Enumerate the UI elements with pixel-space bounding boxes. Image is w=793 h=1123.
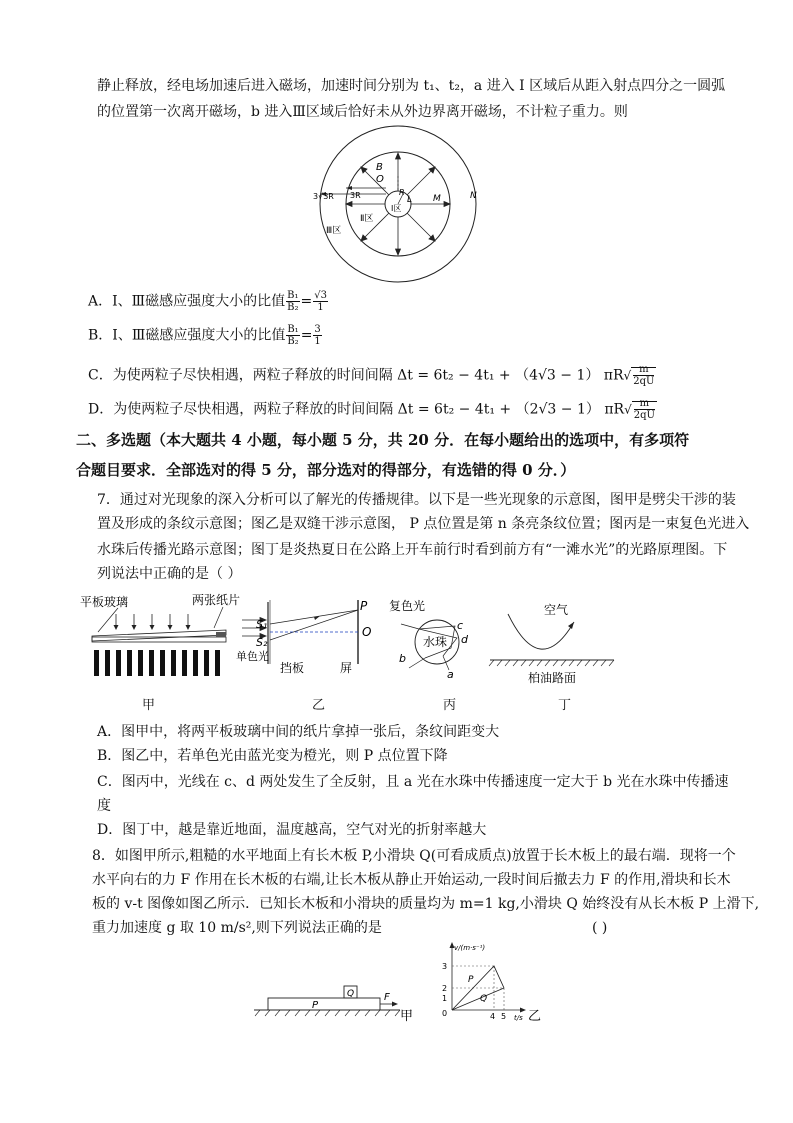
- yi-label-baffle: 挡板: [280, 661, 305, 675]
- q8-force-label: F: [384, 992, 390, 1003]
- bing-label-c: c: [457, 619, 464, 632]
- section-2-heading-line-1: 二、多选题（本大题共 4 小题，每小题 5 分，共 20 分．在每小题给出的选项中，有多项符: [76, 431, 690, 449]
- q6-label-o: O: [376, 174, 384, 185]
- q6-stem-line-2: 的位置第一次离开磁场，b 进入Ⅲ区域后恰好未从外边界离开磁场，不计粒子重力。则: [97, 104, 628, 120]
- q7-option-d: D．图丁中，越是靠近地面，温度越高，空气对光的折射率越大: [97, 822, 487, 838]
- equals: =: [300, 327, 313, 344]
- yi-label-s1: S₁: [256, 618, 268, 631]
- q6-option-b-ratio: [286, 324, 299, 347]
- q6-option-a-ratio: [286, 290, 299, 313]
- q7-stem-line-4: 列说法中正确的是（ ）: [97, 566, 242, 582]
- q6-label-n: N: [470, 191, 477, 201]
- q8-figure-vt-graph: [428, 940, 548, 1024]
- q7-option-b: B．图乙中，若单色光由蓝光变为橙光，则 P 点位置下降: [97, 748, 448, 764]
- q7-caption-jia: 甲: [142, 698, 156, 713]
- vt-curve-q: Q: [480, 994, 488, 1004]
- q8-caption-jia: 甲: [400, 1009, 414, 1024]
- ding-label-air: 空气: [544, 603, 569, 617]
- vt-tick-0: 0: [442, 1009, 448, 1018]
- q8-stem-line-4: 重力加速度 g 取 10 m/s²,则下列说法正确的是: [92, 920, 382, 936]
- q7-caption-ding: 丁: [558, 698, 572, 713]
- yi-label-s2: S₂: [256, 636, 268, 649]
- bing-label-b: b: [399, 652, 406, 665]
- q6-option-c: C．为使两粒子尽快相遇，两粒子释放的时间间隔 Δt = 6t₂ − 4t₁ + （4√3 − 1） πR√ $\frac{m}{2qU}$: [88, 364, 655, 387]
- q8-stem-line-2: 水平向右的力 F 作用在长木板的右端,让长木板从静止开始运动,一段时间后撤去力 F 的作用,滑块和长木: [92, 872, 731, 888]
- q6-label-b: B: [376, 162, 383, 173]
- ratio-den: B₂: [287, 336, 299, 347]
- ding-label-road: 柏油路面: [528, 671, 577, 685]
- sqrt-num: m: [633, 364, 654, 376]
- q7-stem-line-2: 置及形成的条纹示意图；图乙是双缝干涉示意图， P 点位置是第 n 条亮条纹位置；图丙是一束复色光进入: [97, 516, 750, 532]
- value-num: 3: [314, 324, 321, 335]
- q7-figure-ding: [488, 600, 618, 686]
- q7-stem-line-1: 7．通过对光现象的深入分析可以了解光的传播规律。以下是一些光现象的示意图，图甲是劈尖干涉的装: [97, 492, 736, 508]
- q6-option-d-sqrt: [634, 398, 655, 421]
- bing-label-a: a: [447, 668, 454, 681]
- q6-zone-2: Ⅱ区: [360, 214, 374, 224]
- q6-option-b: [88, 324, 323, 347]
- vt-xlabel: t/s: [514, 1014, 523, 1022]
- q7-stem-line-3: 水珠后传播光路示意图；图丁是炎热夏日在公路上开车前行时看到前方有“一滩水光”的光路原理图。下: [97, 542, 728, 558]
- jia-paper-label: 两张纸片: [192, 593, 241, 607]
- vt-tick-4: 4: [490, 1012, 496, 1021]
- vt-curve-p: P: [468, 975, 474, 985]
- ratio-num: B₁: [287, 290, 299, 301]
- yi-label-mono: 单色光: [236, 650, 269, 663]
- q6-label-3r: 3R: [350, 191, 361, 200]
- vt-ylabel: v/(m·s⁻¹): [454, 944, 486, 952]
- q6-option-d-text: D．为使两粒子尽快相遇，两粒子释放的时间间隔 Δt = 6t₂ − 4t₁ + （2√3 − 1） πR: [88, 401, 625, 418]
- q6-stem-line-1: 静止释放，经电场加速后进入磁场，加速时间分别为 t₁、t₂，a 进入 I 区域后从距入射点四分之一圆弧: [97, 78, 726, 94]
- q6-zone-3: Ⅲ区: [326, 226, 342, 236]
- q6-option-c-text: C．为使两粒子尽快相遇，两粒子释放的时间间隔 Δt = 6t₂ − 4t₁ + （4√3 − 1） πR: [88, 367, 624, 384]
- q8-answer-paren: ( ): [592, 920, 608, 936]
- yi-label-p: P: [360, 599, 368, 613]
- yi-label-o: O: [362, 625, 372, 639]
- q8-stem-line-1: 8．如图甲所示,粗糙的水平地面上有长木板 P,小滑块 Q(可看成质点)放置于长木板上的最右端．现将一个: [92, 848, 736, 864]
- q6-label-m: M: [433, 194, 441, 204]
- q6-label-r: R: [399, 188, 405, 197]
- vt-tick-5: 5: [501, 1012, 507, 1021]
- q7-option-c-line-1: C．图丙中，光线在 c、d 两处发生了全反射，且 a 光在水珠中传播速度一定大于 b 光在水珠中传播速: [97, 774, 729, 790]
- sqrt-num: m: [634, 398, 655, 410]
- q6-option-c-sqrt: [633, 364, 654, 387]
- equals: =: [300, 293, 313, 310]
- sqrt-den: 2qU: [633, 410, 655, 421]
- value-den: 1: [314, 336, 321, 347]
- vt-tick-3: 3: [442, 962, 448, 971]
- bing-label-d: d: [461, 633, 468, 646]
- q8-stem-line-3: 板的 v-t 图像如图乙所示．已知长木板和小滑块的质量均为 m=1 kg,小滑块 Q 始终没有从长木板 P 上滑下,: [92, 896, 760, 912]
- q7-figure-yi: [236, 598, 380, 676]
- q8-caption-yi: 乙: [528, 1009, 542, 1024]
- q6-magnetic-field-figure: [300, 126, 510, 296]
- bing-label-drop: 水珠: [423, 635, 448, 649]
- q7-option-c-line-2: 度: [97, 798, 111, 814]
- q6-zone-1: Ⅰ区: [391, 204, 402, 213]
- q7-caption-bing: 丙: [443, 698, 457, 713]
- q6-option-d: D．为使两粒子尽快相遇，两粒子释放的时间间隔 Δt = 6t₂ − 4t₁ + （2√3 − 1） πR√ $\frac{m}{2qU}$: [88, 398, 655, 421]
- vt-tick-2: 2: [442, 984, 448, 993]
- q8-block-label: Q: [347, 989, 355, 999]
- q7-figure-jia: [80, 592, 250, 682]
- q6-option-a-value: [313, 290, 328, 313]
- bing-label-light: 复色光: [389, 599, 426, 613]
- q8-figure-jia: [250, 980, 420, 1024]
- q6-option-b-text: B．Ⅰ、Ⅲ磁感应强度大小的比值: [88, 327, 286, 344]
- sqrt-den: 2qU: [633, 376, 655, 387]
- section-2-heading-line-2: 合题目要求．全部选对的得 5 分，部分选对的得部分，有选错的得 0 分．）: [76, 461, 576, 479]
- ratio-den: B₂: [287, 302, 299, 313]
- ratio-num: B₁: [287, 324, 299, 335]
- q7-option-a: A．图甲中，将两平板玻璃中间的纸片拿掉一张后，条纹间距变大: [97, 724, 500, 740]
- q7-figure-bing: [385, 596, 485, 682]
- q6-option-a: [88, 290, 329, 313]
- q6-option-a-text: A．Ⅰ、Ⅲ磁感应强度大小的比值: [88, 293, 286, 310]
- value-num: √3: [314, 290, 327, 301]
- jia-plate-label: 平板玻璃: [80, 595, 129, 609]
- value-den: 1: [317, 302, 324, 313]
- q7-caption-yi: 乙: [312, 698, 326, 713]
- vt-tick-1: 1: [442, 994, 448, 1003]
- q6-label-l: L: [407, 195, 413, 205]
- q6-label-33r: 3√3R: [313, 192, 334, 201]
- yi-label-screen: 屏: [340, 661, 353, 675]
- q8-board-label: P: [312, 1000, 319, 1011]
- q6-option-b-value: [313, 324, 321, 347]
